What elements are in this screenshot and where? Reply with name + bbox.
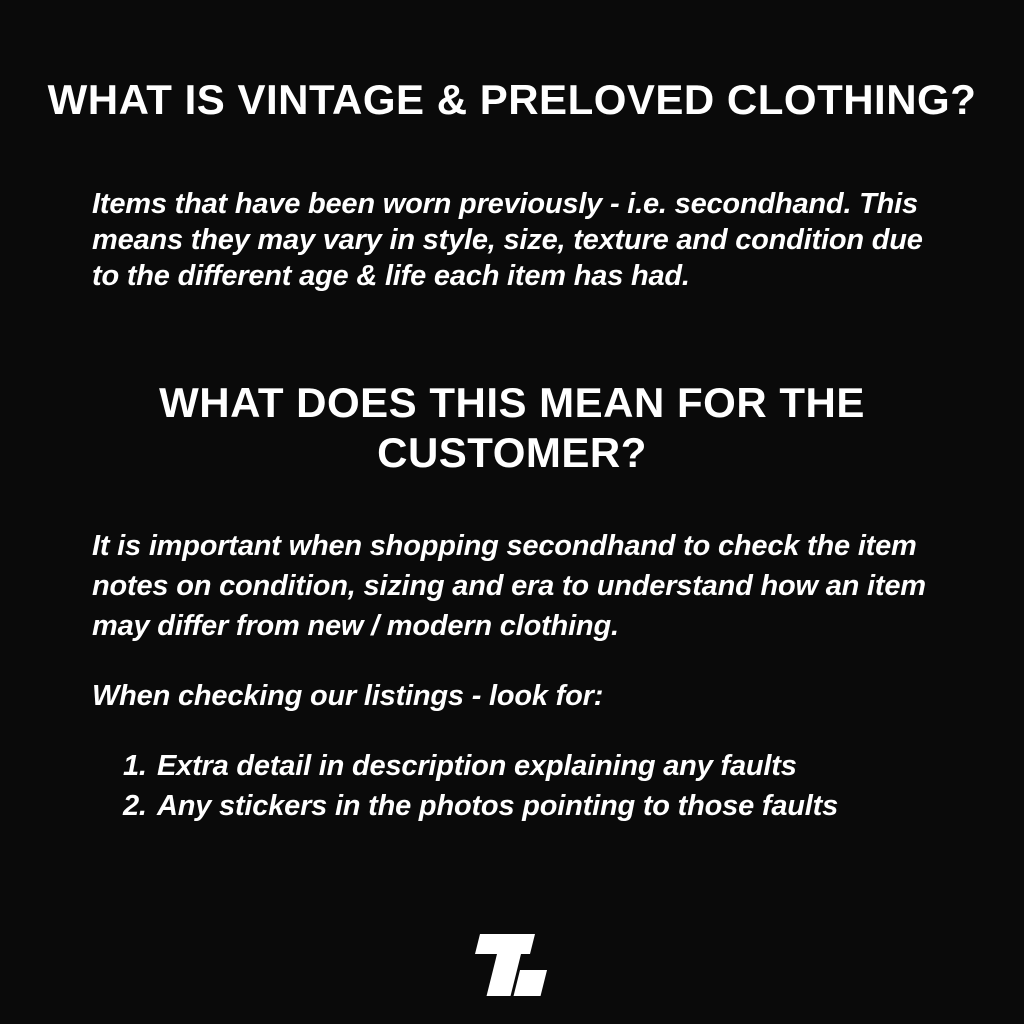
- intro-line-1: Items that have been worn previously - i.e. secondhand. This: [92, 188, 918, 220]
- customer-line-1: It is important when shopping secondhand to check the item: [92, 530, 917, 562]
- customer-paragraph: [92, 526, 952, 646]
- customer-line-3: may differ from new / modern clothing.: [92, 610, 619, 642]
- logo-t-dot: [514, 970, 547, 996]
- checklist-item-1-number: 1.: [123, 750, 147, 782]
- section-heading-line-2: CUSTOMER?: [377, 429, 647, 476]
- section-heading-customer: [0, 378, 1024, 478]
- page-title-text: WHAT IS VINTAGE & PRELOVED CLOTHING?: [47, 76, 977, 123]
- brand-logo-icon: [455, 934, 560, 996]
- checklist: [92, 746, 952, 826]
- checklist-item-2-text: Any stickers in the photos pointing to those faults: [157, 790, 838, 822]
- page-title: [0, 75, 1024, 125]
- intro-line-3: to the different age & life each item has had.: [92, 260, 690, 292]
- checklist-item-2-number: 2.: [123, 790, 147, 822]
- section-heading-line-1: WHAT DOES THIS MEAN FOR THE: [159, 379, 865, 426]
- intro-line-2: means they may vary in style, size, texture and condition due: [92, 224, 923, 256]
- intro-paragraph: [92, 186, 952, 294]
- checklist-item-2: [92, 786, 952, 826]
- listings-intro-text: When checking our listings - look for:: [92, 680, 604, 712]
- checklist-item-1: [92, 746, 952, 786]
- listings-intro: [92, 678, 952, 714]
- checklist-item-1-text: Extra detail in description explaining any faults: [157, 750, 797, 782]
- customer-line-2: notes on condition, sizing and era to understand how an item: [92, 570, 926, 602]
